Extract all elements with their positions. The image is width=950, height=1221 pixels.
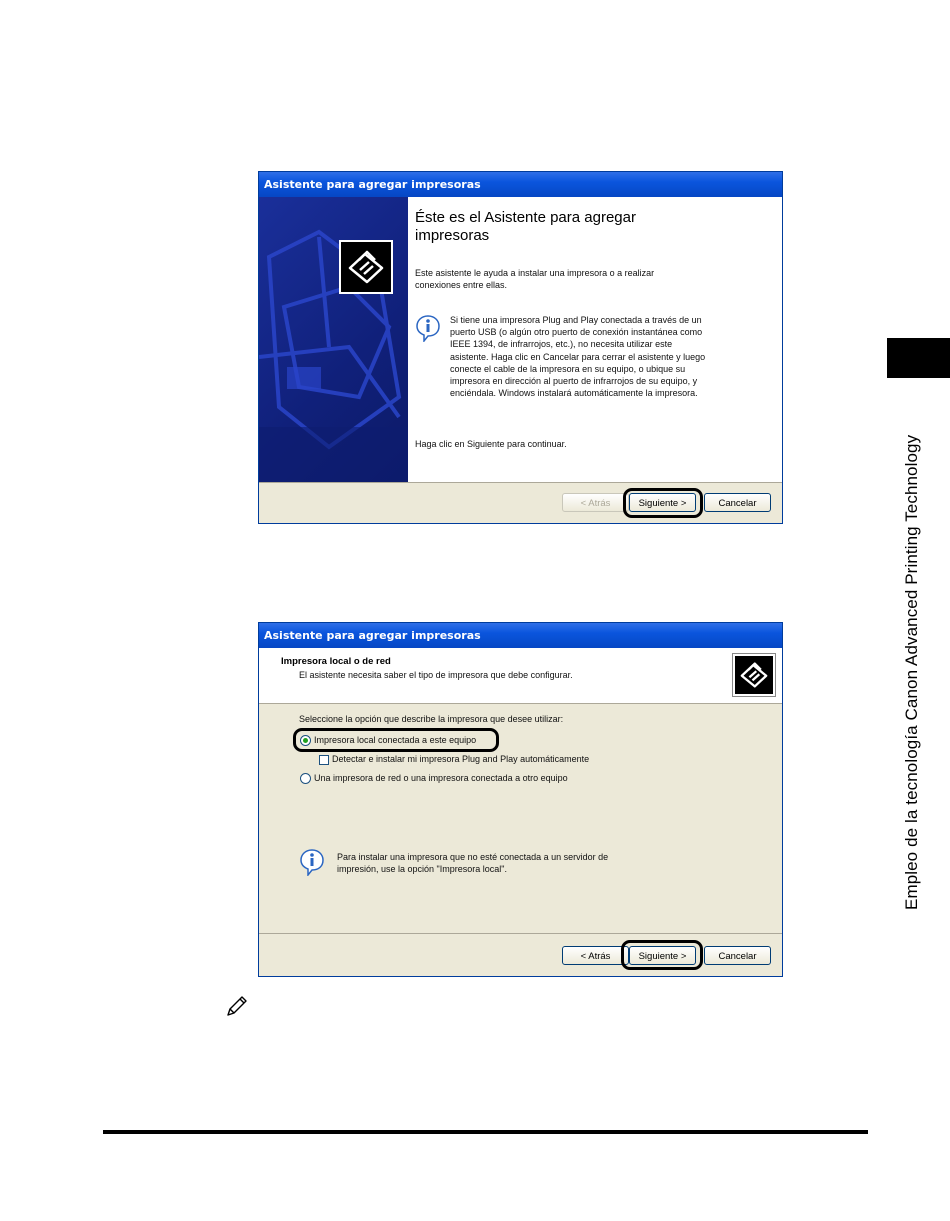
window-title: Asistente para agregar impresoras (259, 172, 782, 197)
local-option-highlight (293, 728, 499, 752)
wizard-intro: Este asistente le ayuda a instalar una impresora o a realizar conexiones entre ellas. (415, 268, 655, 291)
printer-icon (339, 240, 393, 294)
next-button[interactable]: Siguiente > (629, 493, 696, 512)
wizard-heading: Éste es el Asistente para agregar impresoras (415, 209, 636, 244)
plug-and-play-note: Si tiene una impresora Plug and Play conectada a través de un puerto USB (o algún otro puerto de conexión instantánea como IEEE 1394, de infrarrojos, etc.), no necesita utilizar este asistente. Haga clic en Cancelar para cerrar el asistente y luego conecte el cable de la impresora en su equipo, o ubique su impresora en dirección al puerto de infrarrojos de su equipo, y enciéndala. Windows instalará automáticamente la impresora. (450, 315, 706, 399)
auto-detect-label[interactable]: Detectar e instalar mi impresora Plug and Play automáticamente (332, 754, 590, 764)
network-printer-label[interactable]: Una impresora de red o una impresora conectada a otro equipo (314, 773, 568, 783)
back-button[interactable]: < Atrás (562, 493, 629, 512)
window-title: Asistente para agregar impresoras (259, 623, 782, 648)
info-icon (299, 848, 325, 876)
next-button-highlight (621, 940, 703, 970)
cancel-button[interactable]: Cancelar (704, 946, 771, 965)
local-printer-note: Para instalar una impresora que no esté conectada a un servidor de impresión, use la opción "Impresora local". (337, 852, 609, 875)
divider (259, 482, 782, 483)
section-subtitle: El asistente necesita saber el tipo de impresora que debe configurar. (299, 670, 573, 680)
pencil-icon (225, 994, 249, 1018)
info-icon (415, 314, 441, 342)
printer-icon (733, 654, 775, 696)
chapter-tab (887, 338, 950, 378)
next-button[interactable]: Siguiente > (629, 946, 696, 965)
local-printer-label[interactable]: Impresora local conectada a este equipo (314, 735, 477, 745)
chapter-title: Empleo de la tecnología Canon Advanced Printing Technology (902, 434, 921, 910)
footer-rule (103, 1130, 868, 1134)
wizard-art (259, 197, 408, 482)
wizard-header (259, 648, 782, 704)
add-printer-wizard-welcome (258, 171, 783, 524)
back-button[interactable]: < Atrás (562, 946, 629, 965)
cancel-button[interactable]: Cancelar (704, 493, 771, 512)
divider (259, 933, 782, 934)
section-title: Impresora local o de red (281, 656, 391, 667)
network-printer-radio[interactable] (300, 773, 311, 784)
continue-text: Haga clic en Siguiente para continuar. (415, 439, 567, 449)
auto-detect-checkbox[interactable] (319, 755, 329, 765)
wizard-content (408, 197, 782, 482)
add-printer-wizard-local-or-network (258, 622, 783, 977)
selection-prompt: Seleccione la opción que describe la impresora que desee utilizar: (299, 714, 564, 724)
next-button-highlight (623, 488, 703, 518)
